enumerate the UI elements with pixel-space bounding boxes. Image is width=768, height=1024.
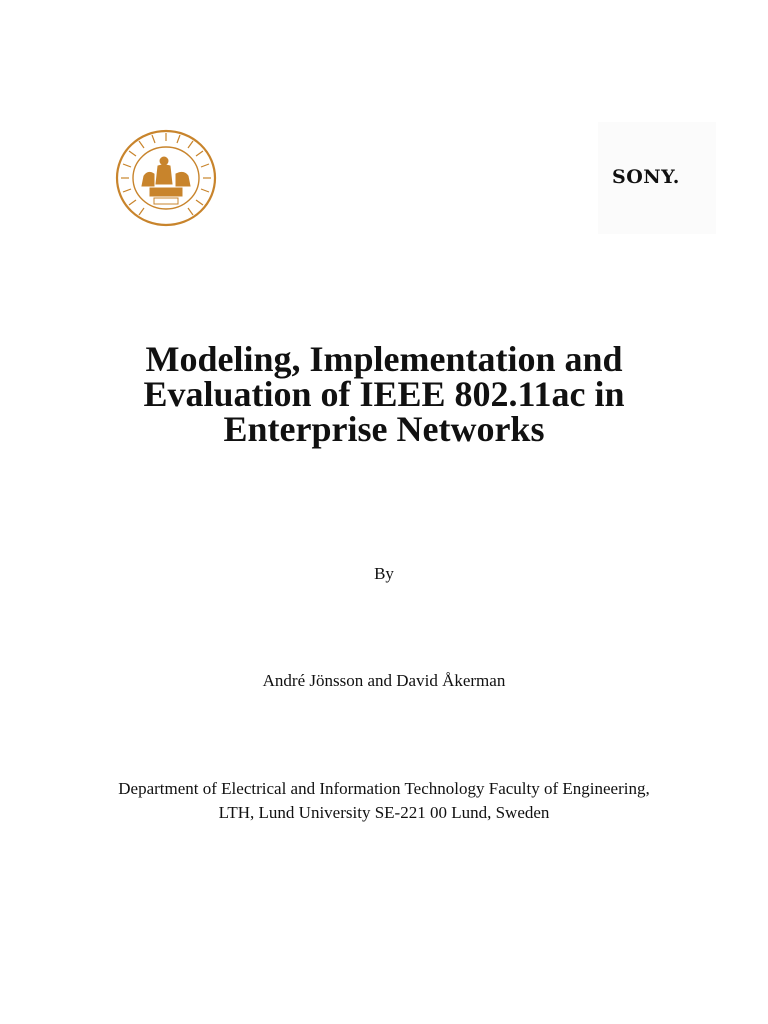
lund-university-seal-icon [114, 128, 218, 228]
affiliation: Department of Electrical and Information Technology Faculty of Engineering, LTH, Lund University SE-221 00 Lund, Sweden [118, 779, 650, 822]
sony-logo-panel [598, 122, 716, 234]
authors: André Jönsson and David Åkerman [262, 671, 506, 690]
document-title: Modeling, Implementation and Evaluation of IEEE 802.11ac in Enterprise Networks [143, 339, 625, 449]
sony-logo-icon: SONY. [612, 166, 680, 188]
by-label: By [374, 564, 394, 583]
